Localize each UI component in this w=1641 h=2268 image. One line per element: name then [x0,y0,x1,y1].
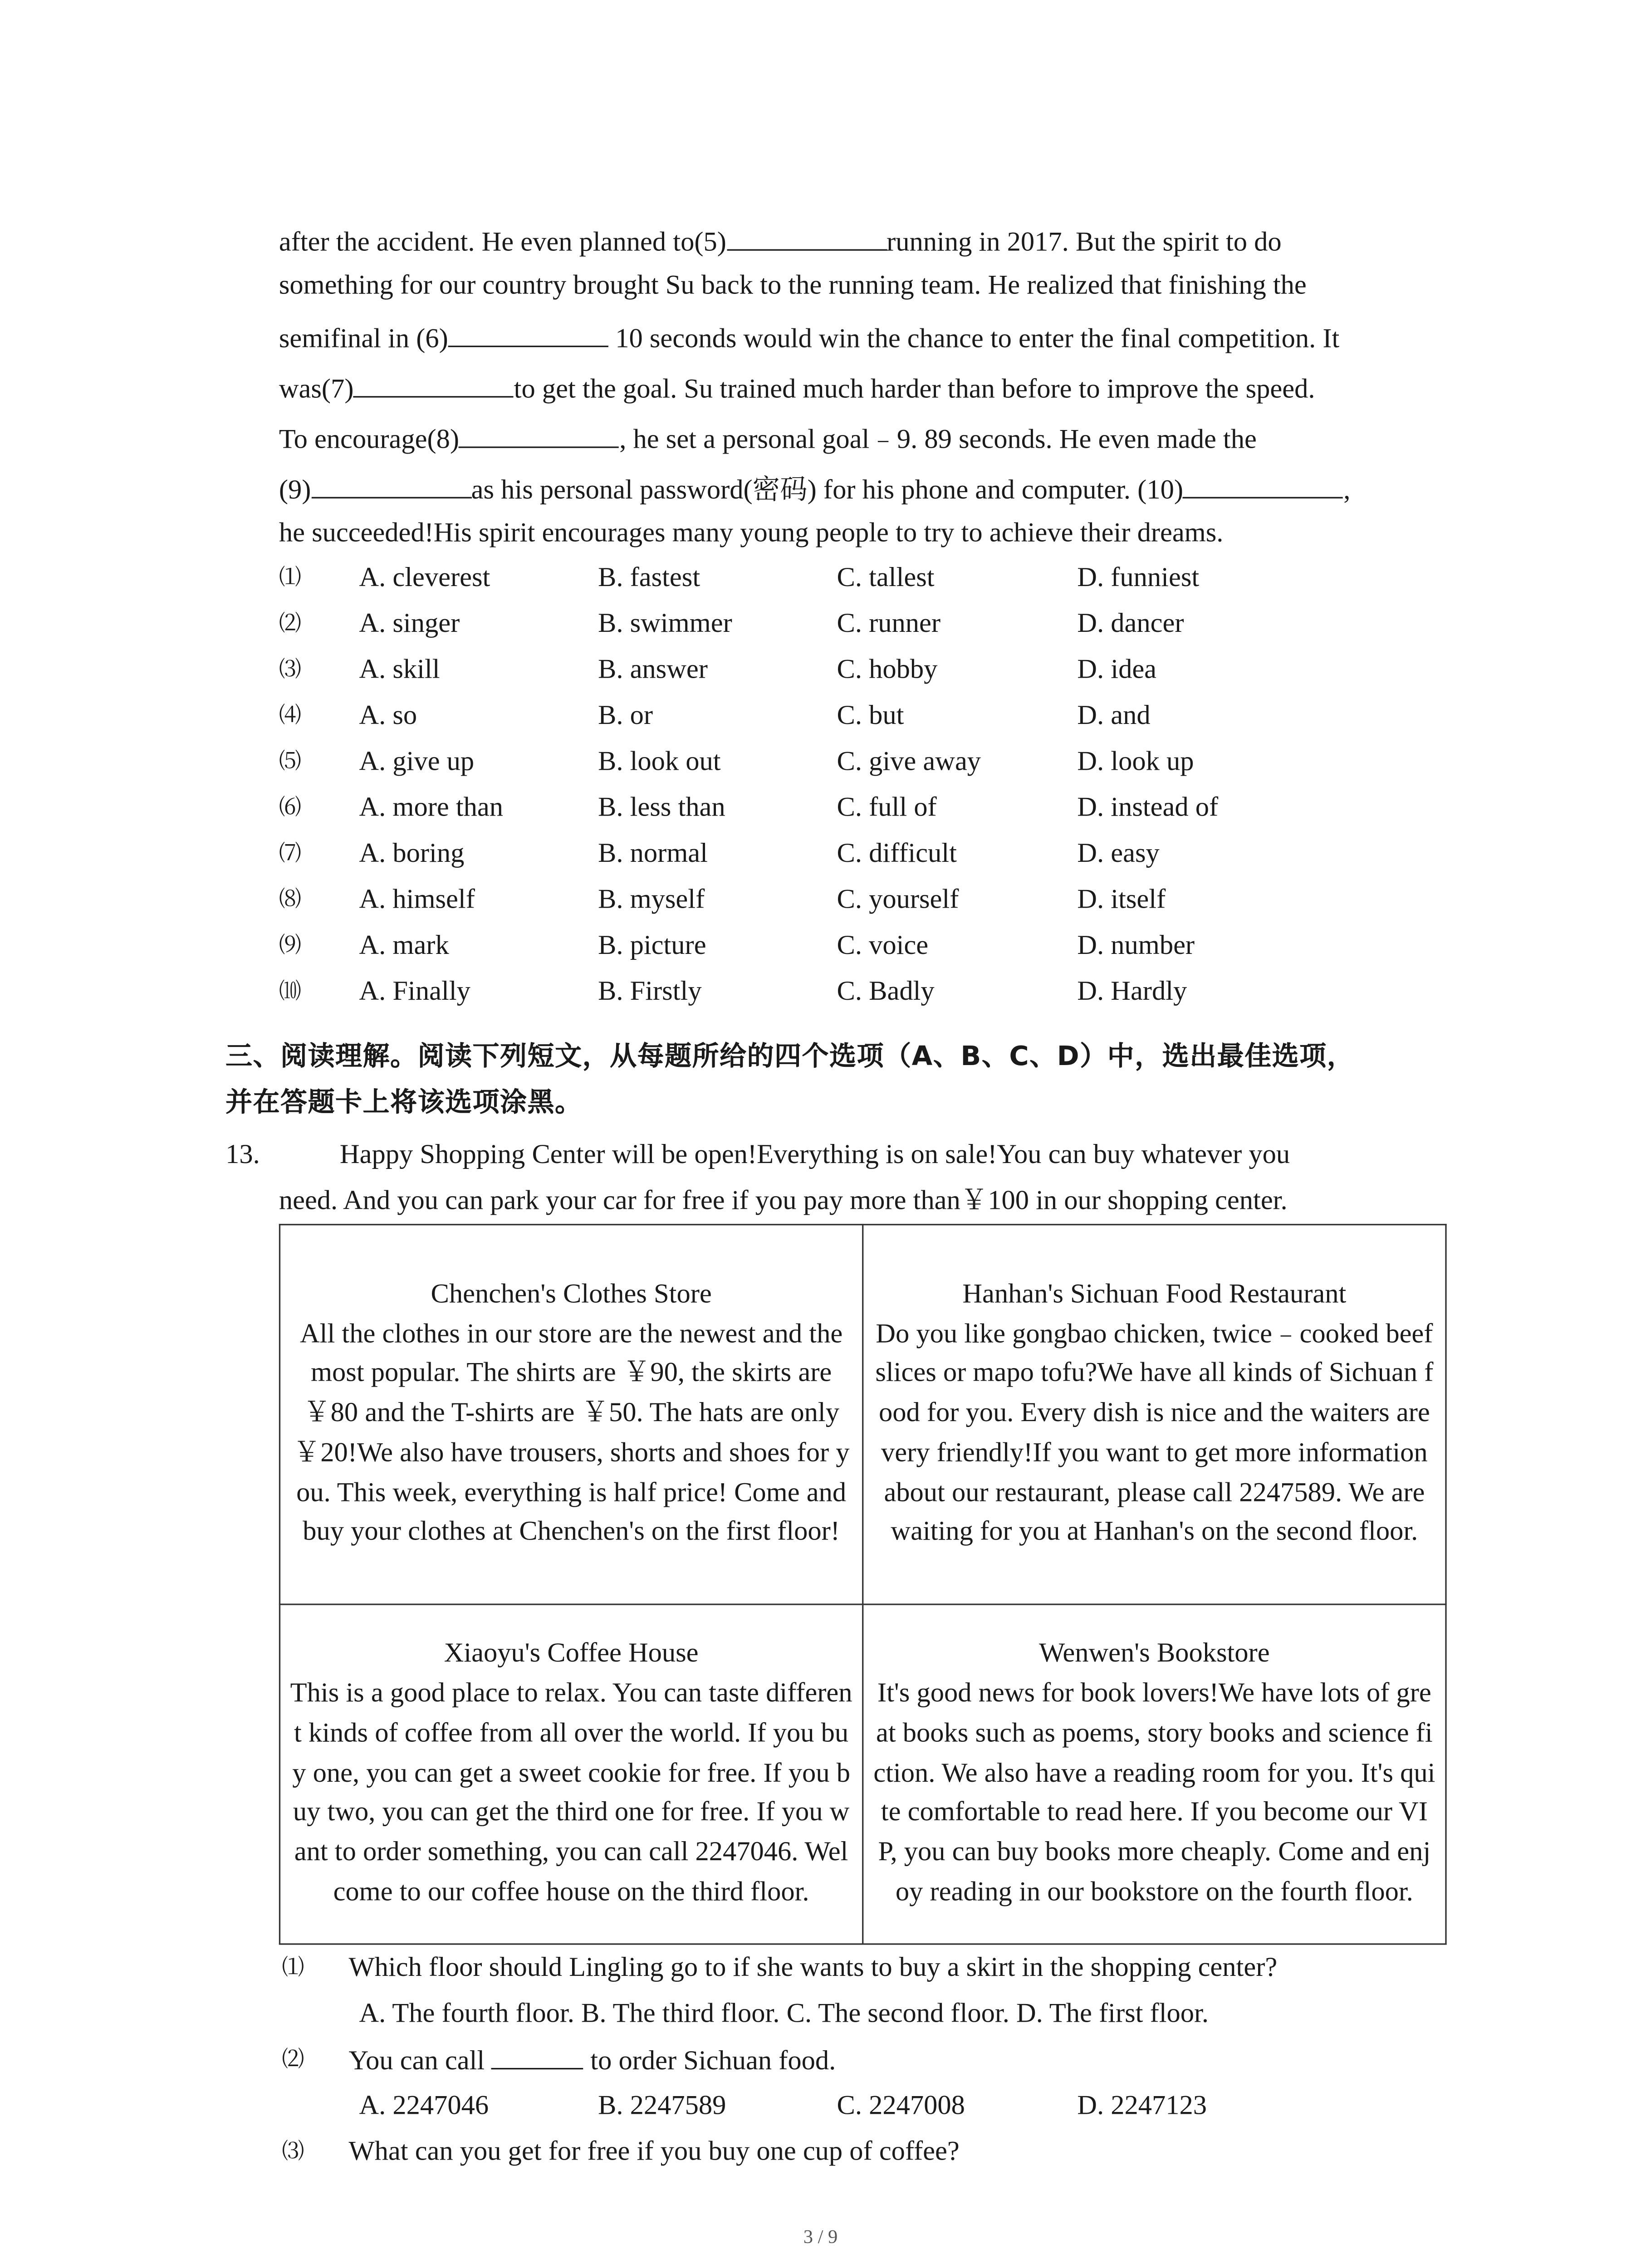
section-title: 并在答题卡上将该选项涂黑。 [225,1087,583,1119]
option-c: C. difficult [837,840,957,870]
cloze-question-number: ⑼ [279,934,301,958]
option-a: A. so [359,701,417,732]
answer-blank [726,223,887,251]
cloze-option-row [279,605,1466,644]
option-a: A. Finally [359,978,470,1007]
sub-question-number: ⑶ [282,2141,304,2165]
passage-line: To encourage(8) , he set a personal goal﹣9. 89 seconds. He even made the [279,420,1257,459]
sub-question-number: ⑵ [282,2048,304,2072]
option-a: A. give up [359,748,475,777]
option-d: D. Hardly [1077,978,1187,1007]
option-a: A. more than [359,793,504,824]
option-d: D. easy [1077,840,1160,870]
cloze-question-number: ⑷ [279,704,301,728]
option-b: B. Firstly [598,978,702,1007]
cloze-question-number: ⑸ [279,750,301,775]
cloze-option-row [279,697,1466,736]
option-b: B. answer [598,655,708,685]
cloze-option-row [279,835,1466,874]
option-d: D. funniest [1077,563,1200,594]
option-c: C. tallest [837,563,935,594]
question-intro: need. And you can park your car for free if you pay more than￥100 in our shopping center. [279,1187,1288,1217]
option-b: B. look out [598,748,721,777]
option-d: D. itself [1077,885,1166,915]
option-c: C. full of [837,793,937,824]
passage-line: was(7) to get the goal. Su trained much harder than before to improve the speed. [279,369,1315,408]
answer-blank [353,369,514,397]
answer-blank [311,470,471,499]
option-c: C. but [837,701,904,732]
option-a: A. boring [359,840,465,870]
sub-question-options: A. The fourth floor. B. The third floor. C. The second floor. D. The first floor. [359,1999,1209,2029]
option-b: B. normal [598,840,708,870]
answer-blank [448,319,608,347]
option-d: D. and [1077,701,1151,732]
option-d: D. dancer [1077,610,1184,640]
store-description: It's good news for book lovers!We have lots of great books such as poems, story books and science fiction. We also have a reading room for you. It's quite comfortable to read here. If you become our VIP, you can buy books more cheaply. Come and enjoy reading in our bookstore on the fourth floor. [873,1679,1435,1908]
option-a: A. skill [359,655,440,685]
store-cell-clothes [279,1225,862,1604]
store-title: Chenchen's Clothes Store [431,1280,712,1310]
sub-question-option-c: C. 2247008 [837,2092,965,2121]
option-d: D. look up [1077,748,1194,777]
sub-question-option-d: D. 2247123 [1077,2092,1207,2121]
option-c: C. Badly [837,978,935,1007]
cloze-question-number: ⑶ [279,659,301,683]
passage-line: he succeeded!His spirit encourages many young people to try to achieve their dreams. [279,519,1224,549]
option-c: C. voice [837,931,929,962]
cloze-question-number: ⑹ [279,797,301,821]
store-cell-restaurant [863,1225,1446,1604]
cloze-question-number: ⑽ [279,980,301,1005]
store-cell-coffee [279,1604,862,1944]
cloze-question-number: ⑴ [279,567,301,591]
option-a: A. mark [359,931,449,962]
sub-question-number: ⑴ [282,1956,304,1980]
passage-line: something for our country brought Su back to the running team. He realized that finishing the [279,271,1307,301]
page-number: 3 / 9 [803,2225,838,2248]
store-title: Xiaoyu's Coffee House [444,1639,699,1669]
cloze-question-number: ⑺ [279,842,301,866]
option-b: B. myself [598,885,705,915]
store-description: Do you like gongbao chicken, twice﹣cooked beef slices or mapo tofu?We have all kinds of Sichuan food for you. Every dish is nice and the waiters are very friendly!If you want to get more information about our restaurant, please call 2247589. We are waiting for you at Hanhan's on the second floor. [875,1320,1434,1548]
option-a: A. singer [359,610,460,640]
cloze-question-number: ⑵ [279,612,301,637]
cloze-option-row [279,559,1466,598]
option-c: C. runner [837,610,941,640]
option-a: A. himself [359,885,475,915]
passage-line: (9) as his personal password(密码) for his phone and computer. (10) , [279,470,1350,509]
option-d: D. instead of [1077,793,1219,824]
store-description: All the clothes in our store are the newest and the most popular. The shirts are ￥90, the skirts are ￥80 and the T-shirts are ￥50. The hats are only ￥20!We also have trousers, shorts and shoes for you. This week, everything is half price! Come and buy your clothes at Chenchen's on the first floor! [293,1320,850,1548]
option-c: C. give away [837,748,981,777]
answer-blank [491,2041,583,2069]
option-d: D. idea [1077,655,1157,685]
cloze-option-row [279,927,1466,966]
option-d: D. number [1077,931,1195,962]
option-c: C. hobby [837,655,938,685]
passage-line: semifinal in (6) 10 seconds would win the chance to enter the final competition. It [279,319,1340,357]
cloze-option-row [279,973,1466,1012]
cloze-option-row [279,743,1466,782]
option-a: A. cleverest [359,563,490,594]
question-number: 13. [225,1140,260,1171]
store-description: This is a good place to relax. You can taste different kinds of coffee from all over the world. If you buy one, you can get a sweet cookie for free. If you buy two, you can get the third one for free. If you want to order something, you can call 2247046. Welcome to our coffee house on the third floor. [290,1679,852,1908]
option-b: B. less than [598,793,725,824]
store-title: Hanhan's Sichuan Food Restaurant [962,1280,1347,1310]
store-ads-table [279,1224,1447,1945]
sub-question-option-a: A. 2247046 [359,2092,489,2121]
cloze-option-row [279,881,1466,920]
sub-question-text: Which floor should Lingling go to if she wants to buy a skirt in the shopping center? [348,1954,1278,1984]
answer-blank [459,420,619,448]
cloze-option-row [279,651,1466,690]
option-b: B. fastest [598,563,700,594]
sub-question-option-b: B. 2247589 [598,2092,726,2121]
option-c: C. yourself [837,885,959,915]
cloze-option-row [279,789,1466,828]
answer-blank [1183,470,1343,499]
question-intro: Happy Shopping Center will be open!Everything is on sale!You can buy whatever you [339,1140,1290,1171]
option-b: B. picture [598,931,706,962]
passage-line: after the accident. He even planned to(5) running in 2017. But the spirit to do [279,223,1282,261]
option-b: B. swimmer [598,610,732,640]
sub-question-text: What can you get for free if you buy one cup of coffee? [348,2137,960,2168]
section-title: 三、阅读理解。阅读下列短文，从每题所给的四个选项（A、B、C、D）中，选出最佳选项， [225,1041,1355,1073]
option-b: B. or [598,701,653,732]
sub-question-text: You can call to order Sichuan food. [349,2041,836,2081]
store-cell-bookstore [863,1604,1446,1944]
store-title: Wenwen's Bookstore [1039,1639,1270,1669]
cloze-question-number: ⑻ [279,888,301,913]
